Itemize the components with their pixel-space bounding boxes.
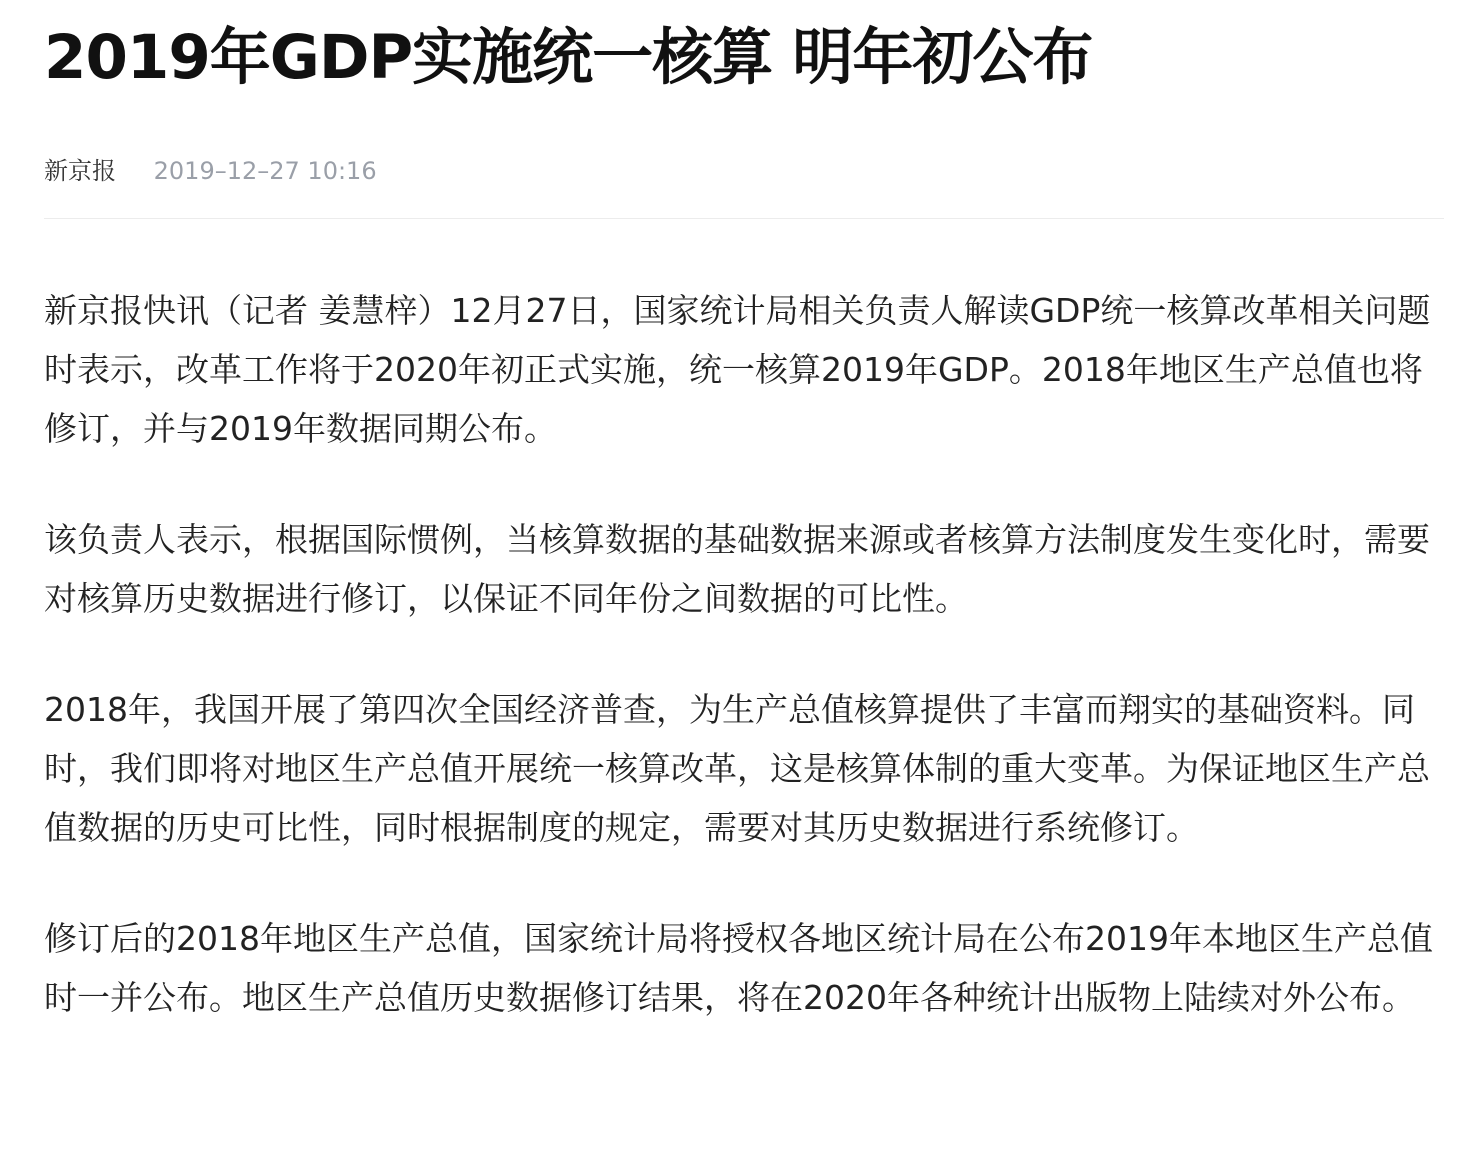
article-source[interactable]: 新京报 xyxy=(44,157,116,185)
article xyxy=(44,0,1444,1027)
paragraph-3: 2018年，我国开展了第四次全国经济普查，为生产总值核算提供了丰富而翔实的基础资料。同时，我们即将对地区生产总值开展统一核算改革，这是核算体制的重大变革。为保证地区生产总值数据的历史可比性，同时根据制度的规定，需要对其历史数据进行系统修订。 xyxy=(44,690,1430,847)
paragraph-1: 新京报快讯（记者 姜慧梓）12月27日，国家统计局相关负责人解读GDP统一核算改革相关问题时表示，改革工作将于2020年初正式实施，统一核算2019年GDP。2018年地区生产总值也将修订，并与2019年数据同期公布。 xyxy=(44,291,1431,448)
article-body xyxy=(44,281,1444,1027)
paragraph-4: 修订后的2018年地区生产总值，国家统计局将授权各地区统计局在公布2019年本地区生产总值时一并公布。地区生产总值历史数据修订结果，将在2020年各种统计出版物上陆续对外公布。 xyxy=(44,919,1433,1017)
article-meta xyxy=(44,156,1444,186)
article-timestamp: 2019–12–27 10:16 xyxy=(153,157,377,185)
meta-divider xyxy=(44,218,1444,219)
article-title: 2019年GDP实施统一核算 明年初公布 xyxy=(44,22,1093,93)
paragraph-2: 该负责人表示，根据国际惯例，当核算数据的基础数据来源或者核算方法制度发生变化时，需要对核算历史数据进行修订，以保证不同年份之间数据的可比性。 xyxy=(44,520,1430,618)
